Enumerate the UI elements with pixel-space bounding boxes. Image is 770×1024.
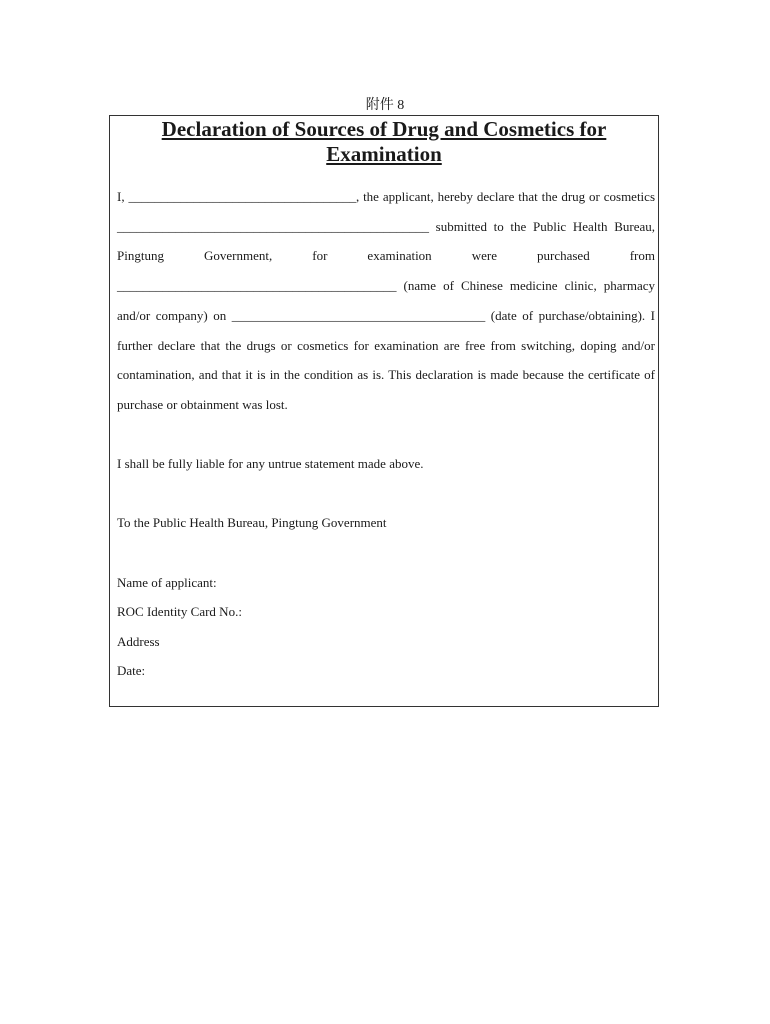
- declaration-text: I, ___________________________________, the applicant, hereby declare that the drug or cosmetics ________________________________________________ submitted to the Public Health Bureau, Pingtung Government, for examination were purchased from ___________________________________________ (name of Chinese medicine clinic, pharmacy and/or company) on _______________________________________ (date of purchase/obtaining). I further declare that the drugs or cosmetics for examination are free from switching, doping and/or contamination, and that it is in the condition as is. This declaration is made because the certificate of purchase or obtainment was lost.: [117, 189, 655, 412]
- addressee-line: To the Public Health Bureau, Pingtung Government: [117, 515, 387, 530]
- address-label: Address: [117, 634, 160, 649]
- declaration-form-box: [109, 115, 659, 707]
- liability-statement: I shall be fully liable for any untrue statement made above.: [117, 456, 424, 471]
- declaration-paragraph: [117, 182, 655, 420]
- attachment-label: 附件 8: [365, 98, 405, 113]
- applicant-name-label: Name of applicant:: [117, 575, 217, 590]
- form-title: Declaration of Sources of Drug and Cosmetics for Examination: [161, 117, 607, 166]
- roc-id-label: ROC Identity Card No.:: [117, 604, 242, 619]
- date-label: Date:: [117, 663, 146, 678]
